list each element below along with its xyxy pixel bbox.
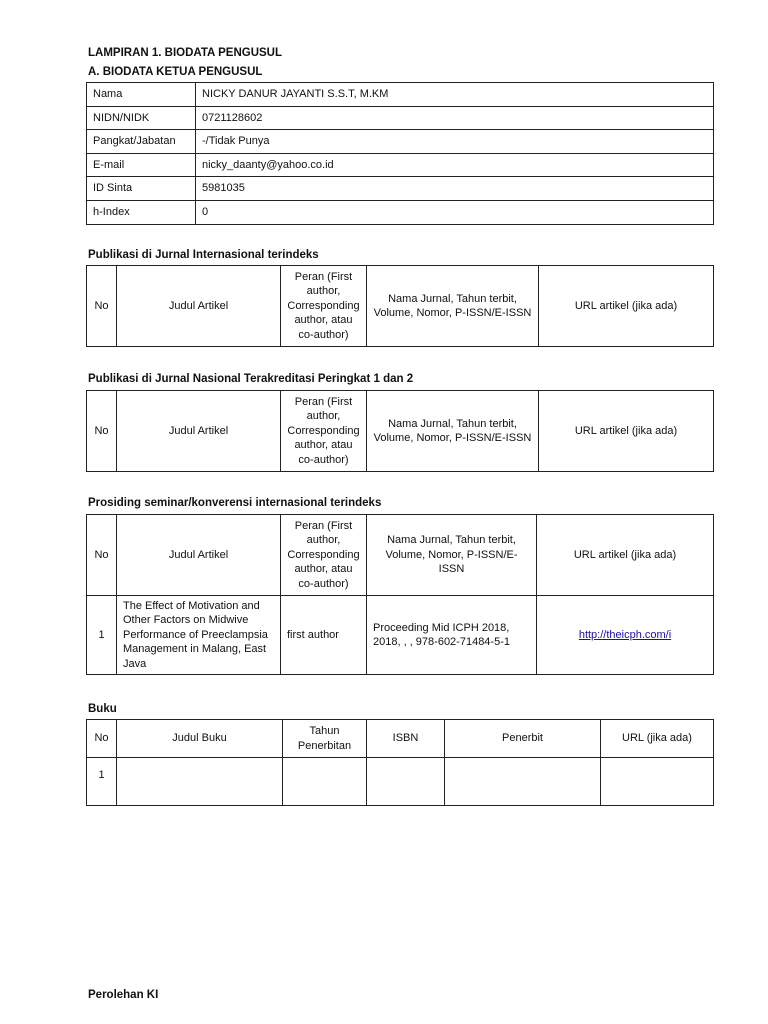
table-header-row <box>87 720 714 758</box>
col-header-url: URL artikel (jika ada) <box>537 515 714 596</box>
table-row <box>87 200 714 224</box>
table-header-row <box>87 515 714 596</box>
cell-judul-buku <box>117 758 283 806</box>
col-header-peran: Peran (First author, Corresponding author, atau co-author) <box>281 391 367 472</box>
cell-peran: first author <box>281 596 367 675</box>
biodata-value: NICKY DANUR JAYANTI S.S.T, M.KM <box>196 83 714 107</box>
col-header-judul: Judul Artikel <box>117 391 281 472</box>
table-row <box>87 596 714 675</box>
biodata-label: h-Index <box>87 200 196 224</box>
cell-judul: The Effect of Motivation and Other Factors on Midwive Performance of Preeclampsia Management in Malang, East Java <box>117 596 281 675</box>
table-row <box>87 153 714 177</box>
col-header-tahun: Tahun Penerbitan <box>283 720 367 758</box>
col-header-jurnal: Nama Jurnal, Tahun terbit, Volume, Nomor, P-ISSN/E-ISSN <box>367 266 539 347</box>
col-header-no: No <box>87 391 117 472</box>
cell-jurnal: Proceeding Mid ICPH 2018, 2018, , , 978-602-71484-5-1 <box>367 596 537 675</box>
col-header-peran: Peran (First author, Corresponding author, atau co-author) <box>281 266 367 347</box>
cell-isbn <box>367 758 445 806</box>
section-title-ki: Perolehan KI <box>88 989 159 1001</box>
col-header-no: No <box>87 266 117 347</box>
col-header-jurnal: Nama Jurnal, Tahun terbit, Volume, Nomor, P-ISSN/E-ISSN <box>367 515 537 596</box>
section-title-ketua: A. BIODATA KETUA PENGUSUL <box>88 66 263 78</box>
prosiding-table <box>86 514 714 675</box>
cell-url <box>537 596 714 675</box>
cell-no: 1 <box>87 596 117 675</box>
biodata-label: E-mail <box>87 153 196 177</box>
table-row <box>87 758 714 806</box>
buku-table <box>86 719 714 806</box>
col-header-judul: Judul Artikel <box>117 266 281 347</box>
col-header-no: No <box>87 720 117 758</box>
col-header-isbn: ISBN <box>367 720 445 758</box>
section-title-intl: Publikasi di Jurnal Internasional terindeks <box>88 249 319 261</box>
col-header-url: URL artikel (jika ada) <box>539 391 714 472</box>
col-header-url: URL (jika ada) <box>601 720 714 758</box>
biodata-label: Pangkat/Jabatan <box>87 130 196 154</box>
biodata-label: ID Sinta <box>87 177 196 201</box>
section-title-prosiding: Prosiding seminar/konverensi internasional terindeks <box>88 497 382 509</box>
col-header-judul-buku: Judul Buku <box>117 720 283 758</box>
col-header-jurnal: Nama Jurnal, Tahun terbit, Volume, Nomor, P-ISSN/E-ISSN <box>367 391 539 472</box>
intl-journal-table <box>86 265 714 347</box>
biodata-value: 0 <box>196 200 714 224</box>
biodata-label: Nama <box>87 83 196 107</box>
cell-penerbit <box>445 758 601 806</box>
cell-url <box>601 758 714 806</box>
cell-tahun <box>283 758 367 806</box>
col-header-judul: Judul Artikel <box>117 515 281 596</box>
table-header-row <box>87 266 714 347</box>
section-title-buku: Buku <box>88 703 117 715</box>
biodata-value: 0721128602 <box>196 106 714 130</box>
table-row <box>87 106 714 130</box>
section-title-nasional: Publikasi di Jurnal Nasional Terakreditasi Peringkat 1 dan 2 <box>88 373 414 385</box>
col-header-peran: Peran (First author, Corresponding author, atau co-author) <box>281 515 367 596</box>
col-header-url: URL artikel (jika ada) <box>539 266 714 347</box>
biodata-value: 5981035 <box>196 177 714 201</box>
page-title: LAMPIRAN 1. BIODATA PENGUSUL <box>88 47 283 59</box>
nasional-journal-table <box>86 390 714 472</box>
cell-no: 1 <box>87 758 117 806</box>
table-row <box>87 177 714 201</box>
biodata-value: -/Tidak Punya <box>196 130 714 154</box>
biodata-table <box>86 82 714 225</box>
table-row <box>87 130 714 154</box>
biodata-label: NIDN/NIDK <box>87 106 196 130</box>
col-header-penerbit: Penerbit <box>445 720 601 758</box>
col-header-no: No <box>87 515 117 596</box>
table-header-row <box>87 391 714 472</box>
article-url-link[interactable]: http://theicph.com/i <box>578 628 672 641</box>
table-row <box>87 83 714 107</box>
biodata-value: nicky_daanty@yahoo.co.id <box>196 153 714 177</box>
